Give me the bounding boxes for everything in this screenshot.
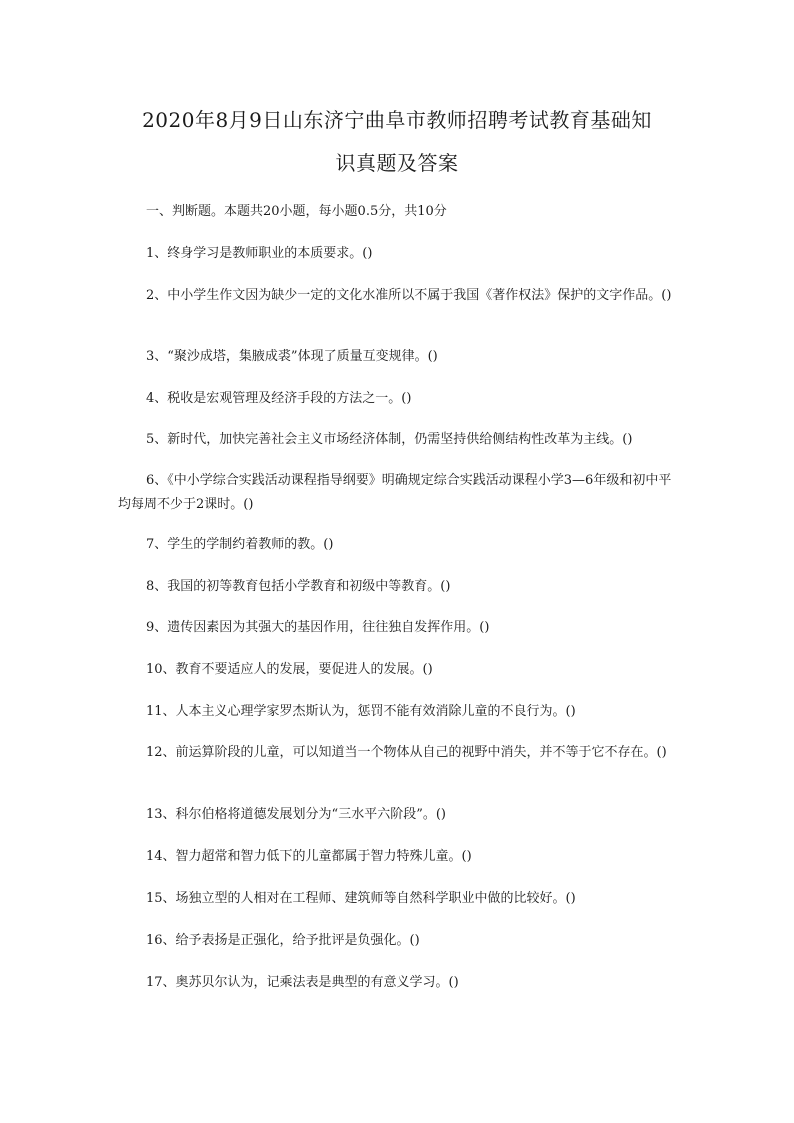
question-15: 15、场独立型的人相对在工程师、建筑师等自然科学职业中做的比较好。()	[146, 891, 576, 906]
question-2: 2、中小学生作文因为缺少一定的文化水准所以不属于我国《著作权法》保护的文字作品。()	[146, 288, 672, 303]
question-14: 14、智力超常和智力低下的儿童都属于智力特殊儿童。()	[146, 849, 472, 864]
section-heading: 一、判断题。本题共20小题，每小题0.5分，共10分	[146, 204, 447, 219]
question-7: 7、学生的学制约着教师的教。()	[146, 537, 334, 552]
question-13: 13、科尔伯格将道德发展划分为“三水平六阶段”。()	[146, 807, 446, 822]
question-17: 17、奥苏贝尔认为，记乘法表是典型的有意义学习。()	[146, 975, 459, 990]
question-10: 10、教育不要适应人的发展，要促进人的发展。()	[146, 662, 433, 677]
question-1: 1、终身学习是教师职业的本质要求。()	[146, 246, 373, 261]
question-8: 8、我国的初等教育包括小学教育和初级中等教育。()	[146, 579, 451, 594]
document-title-line-2: 识真题及答案	[335, 151, 459, 175]
question-6: 6、《中小学综合实践活动课程指导纲要》明确规定综合实践活动课程小学3—6年级和初中平均每周不少于2课时。()	[118, 473, 672, 512]
question-3: 3、“聚沙成塔，集腋成裘”体现了质量互变规律。()	[146, 349, 438, 364]
question-11: 11、人本主义心理学家罗杰斯认为，惩罚不能有效消除儿童的不良行为。()	[146, 704, 576, 719]
question-5: 5、新时代，加快完善社会主义市场经济体制，仍需坚持供给侧结构性改革为主线。()	[146, 432, 633, 447]
question-16: 16、给予表扬是正强化，给予批评是负强化。()	[146, 933, 420, 948]
question-12: 12、前运算阶段的儿童，可以知道当一个物体从自己的视野中消失，并不等于它不存在。()	[146, 745, 667, 760]
question-9: 9、遗传因素因为其强大的基因作用，往往独自发挥作用。()	[146, 620, 490, 635]
document-title-line-1: 2020年8月9日山东济宁曲阜市教师招聘考试教育基础知	[142, 108, 652, 132]
question-4: 4、税收是宏观管理及经济手段的方法之一。()	[146, 391, 412, 406]
